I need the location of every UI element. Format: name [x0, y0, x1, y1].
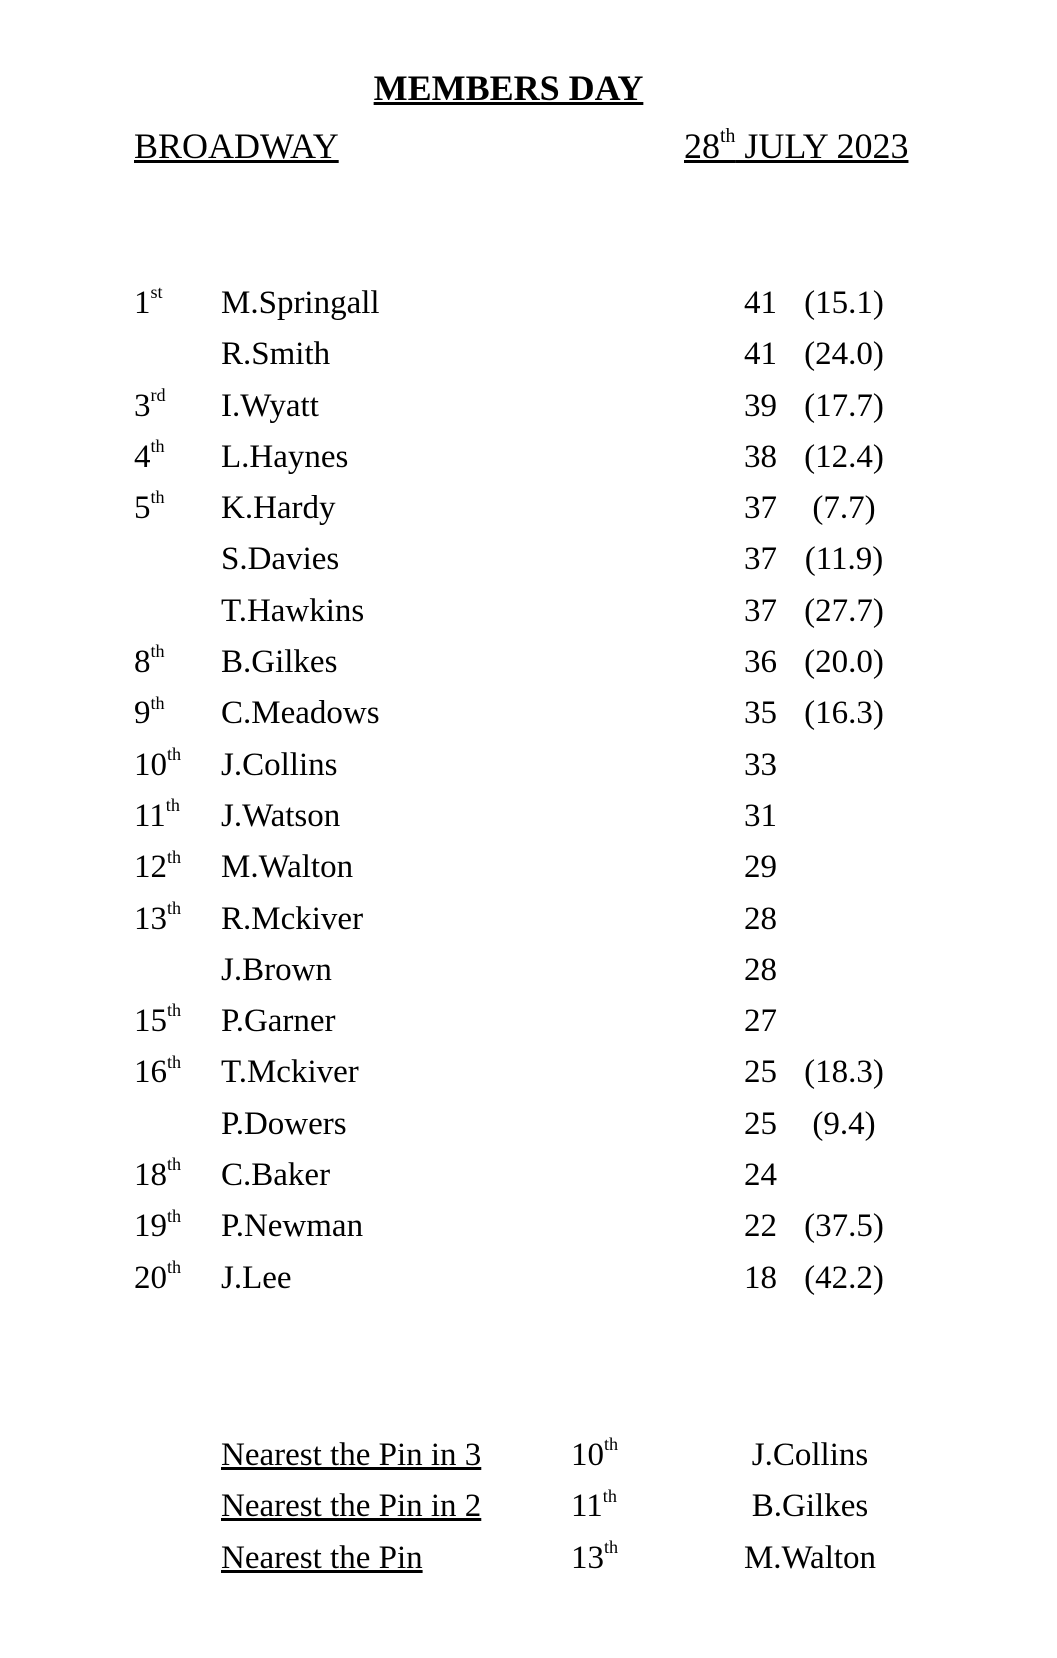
points: 25: [744, 1105, 777, 1142]
prize-row: [0, 1481, 1057, 1532]
handicap: (42.2): [804, 1259, 884, 1296]
result-row: [0, 1150, 1057, 1201]
handicap: (15.1): [804, 285, 884, 321]
player-name: P.Dowers: [221, 1105, 347, 1142]
result-row: [0, 1253, 1057, 1304]
prize-hole: 10th: [571, 1434, 619, 1473]
handicap: (12.4): [804, 438, 884, 475]
result-row: [0, 688, 1057, 739]
handicap: (27.7): [804, 592, 884, 629]
handicap: (11.9): [804, 541, 884, 578]
position: 8th: [134, 641, 165, 681]
handicap: (16.3): [804, 695, 884, 732]
handicap: (9.4): [812, 1105, 876, 1142]
points: 41: [744, 285, 777, 321]
result-row: [0, 1099, 1057, 1150]
points: 18: [744, 1259, 777, 1296]
result-row: [0, 1201, 1057, 1252]
position: 5th: [134, 487, 165, 527]
position: 16th: [134, 1051, 182, 1091]
position: 18th: [134, 1154, 182, 1194]
handicap: (37.5): [804, 1208, 884, 1245]
position: 15th: [134, 1000, 182, 1040]
prize-winner: B.Gilkes: [751, 1488, 869, 1525]
result-row: [0, 586, 1057, 637]
points: 22: [744, 1208, 777, 1245]
points: 24: [744, 1157, 777, 1194]
position: 4th: [134, 436, 165, 475]
result-row: [0, 483, 1057, 534]
points: 31: [744, 797, 777, 834]
position: 9th: [134, 692, 165, 732]
result-row: [0, 740, 1057, 791]
player-name: R.Mckiver: [221, 900, 364, 937]
prize-label: Nearest the Pin: [221, 1539, 423, 1576]
result-row: [0, 791, 1057, 842]
prize-row: [0, 1430, 1057, 1481]
points: 39: [744, 387, 777, 424]
position: 1st: [134, 282, 163, 321]
points: 27: [744, 1003, 777, 1040]
player-name: L.Haynes: [221, 438, 349, 475]
prize-label: Nearest the Pin in 2: [221, 1488, 482, 1525]
player-name: C.Meadows: [221, 695, 380, 732]
points: 38: [744, 438, 777, 475]
points: 36: [744, 644, 777, 681]
handicap: (20.0): [804, 644, 884, 681]
prizes-table: [0, 1430, 1057, 1584]
player-name: J.Lee: [221, 1259, 292, 1296]
player-name: R.Smith: [221, 336, 331, 373]
points: 37: [744, 592, 777, 629]
player-name: M.Springall: [221, 285, 380, 321]
points: 29: [744, 849, 777, 886]
position: 19th: [134, 1205, 182, 1245]
player-name: P.Garner: [221, 1003, 336, 1040]
points: 41: [744, 336, 777, 373]
player-name: T.Hawkins: [221, 592, 365, 629]
player-name: M.Walton: [221, 849, 354, 886]
result-row: [0, 432, 1057, 483]
points: 28: [744, 900, 777, 937]
result-row: [0, 842, 1057, 893]
player-name: B.Gilkes: [221, 644, 338, 681]
position: 3rd: [134, 384, 166, 424]
player-name: K.Hardy: [221, 490, 336, 527]
player-name: C.Baker: [221, 1157, 331, 1194]
player-name: J.Brown: [221, 951, 332, 988]
points: 37: [744, 541, 777, 578]
handicap: (17.7): [804, 387, 884, 424]
venue-name: BROADWAY: [134, 126, 339, 166]
points: 35: [744, 695, 777, 732]
result-row: [0, 945, 1057, 996]
page-title: MEMBERS DAY: [373, 68, 644, 108]
prize-winner: J.Collins: [751, 1437, 869, 1473]
points: 33: [744, 746, 777, 783]
player-name: S.Davies: [221, 541, 340, 578]
position: 11th: [134, 795, 180, 834]
player-name: T.Mckiver: [221, 1054, 359, 1091]
results-table: [0, 278, 1057, 1304]
position: 10th: [134, 743, 182, 783]
result-row: [0, 637, 1057, 688]
prize-hole: 13th: [571, 1536, 619, 1576]
prize-hole: 11th: [571, 1485, 617, 1525]
result-row: [0, 894, 1057, 945]
player-name: J.Watson: [221, 797, 341, 834]
player-name: P.Newman: [221, 1208, 364, 1245]
position: 13th: [134, 897, 182, 937]
handicap: (24.0): [804, 336, 884, 373]
points: 37: [744, 490, 777, 527]
player-name: I.Wyatt: [221, 387, 319, 424]
points: 25: [744, 1054, 777, 1091]
handicap: (18.3): [804, 1054, 884, 1091]
event-date: 28th JULY 2023: [684, 125, 909, 166]
position: 20th: [134, 1256, 182, 1296]
prize-winner: M.Walton: [743, 1539, 877, 1576]
result-row: [0, 1047, 1057, 1098]
player-name: J.Collins: [221, 746, 338, 783]
result-row: [0, 381, 1057, 432]
prize-row: [0, 1533, 1057, 1584]
result-row: [0, 329, 1057, 380]
points: 28: [744, 951, 777, 988]
handicap: (7.7): [812, 490, 876, 527]
result-row: [0, 996, 1057, 1047]
result-row: [0, 534, 1057, 585]
result-row: [0, 278, 1057, 329]
position: 12th: [134, 846, 182, 886]
prize-label: Nearest the Pin in 3: [221, 1437, 482, 1473]
